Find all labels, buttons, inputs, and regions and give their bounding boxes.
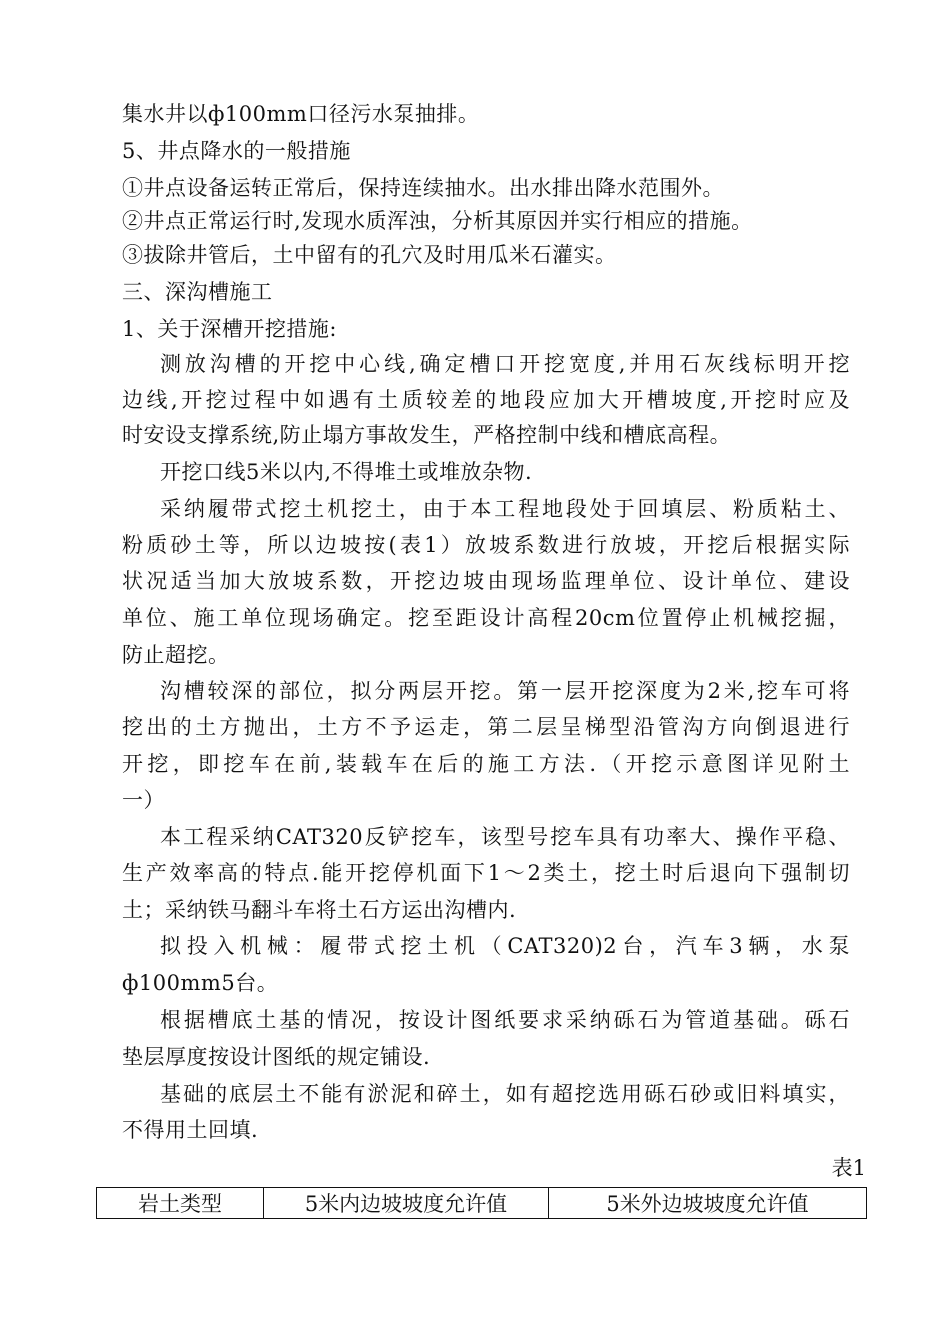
text-line: ①井点设备运转正常后，保持连续抽水。出水排出降水范围外。 xyxy=(122,176,724,200)
text-line: 集水井以ф100mm口径污水泵抽排。 xyxy=(122,102,480,126)
text-line: 状况适当加大放坡系数，开挖边坡由现场监理单位、设计单位、建设 xyxy=(122,569,850,593)
text-line: 开挖口线5米以内,不得堆土或堆放杂物. xyxy=(160,460,533,484)
text-line: 基础的底层土不能有淤泥和碎土，如有超挖选用砾石砂或旧料填实， xyxy=(160,1082,850,1106)
text-line: 不得用土回填. xyxy=(122,1118,259,1142)
text-line: 单位、施工单位现场确定。挖至距设计高程20cm位置停止机械挖掘， xyxy=(122,606,850,630)
section-heading: 1、关于深槽开挖措施: xyxy=(122,317,337,341)
table-header-cell: 5米内边坡坡度允许值 xyxy=(264,1188,549,1219)
text-line: 生产效率高的特点.能开挖停机面下1～2类土，挖土时后退向下强制切 xyxy=(122,861,850,885)
text-line: 垫层厚度按设计图纸的规定铺设. xyxy=(122,1045,431,1069)
table-header-row xyxy=(97,1188,867,1219)
text-line: ф100mm5台。 xyxy=(122,971,279,995)
text-line: 开挖，即挖车在前,装载车在后的施工方法.（开挖示意图详见附土 xyxy=(122,752,850,776)
text-line: 防止超挖。 xyxy=(122,643,230,667)
text-line: 采纳履带式挖土机挖土，由于本工程地段处于回填层、粉质粘土、 xyxy=(160,497,850,521)
text-line: 时安设支撑系统,防止塌方事故发生，严格控制中线和槽底高程。 xyxy=(122,423,732,447)
text-line: 粉质砂土等，所以边坡按(表1）放坡系数进行放坡，开挖后根据实际 xyxy=(122,533,850,557)
table-header-cell: 岩土类型 xyxy=(97,1188,264,1219)
text-line: 沟槽较深的部位，拟分两层开挖。第一层开挖深度为2米,挖车可将 xyxy=(160,679,850,703)
text-line: 挖出的土方抛出，土方不予运走，第二层呈梯型沿管沟方向倒退进行 xyxy=(122,715,850,739)
text-line: 根据槽底土基的情况，按设计图纸要求采纳砾石为管道基础。砾石 xyxy=(160,1008,850,1032)
table-caption: 表1 xyxy=(831,1156,866,1180)
text-line: ②井点正常运行时,发现水质浑浊，分析其原因并实行相应的措施。 xyxy=(122,209,753,233)
text-line: 本工程采纳CAT320反铲挖车，该型号挖车具有功率大、操作平稳、 xyxy=(160,825,850,849)
text-line: 拟投入机械：履带式挖土机（CAT320)2台，汽车3辆，水泵 xyxy=(160,934,850,958)
text-line: 土；采纳铁马翻斗车将土石方运出沟槽内. xyxy=(122,898,517,922)
text-line: ③拔除井管后，土中留有的孔穴及时用瓜米石灌实。 xyxy=(122,243,617,267)
section-heading: 5、井点降水的一般措施 xyxy=(122,139,351,163)
text-line: 边线,开挖过程中如遇有土质较差的地段应加大开槽坡度,开挖时应及 xyxy=(122,388,850,412)
text-line: 一） xyxy=(122,788,165,812)
text-line: 测放沟槽的开挖中心线,确定槽口开挖宽度,并用石灰线标明开挖 xyxy=(160,352,850,376)
table-header-cell: 5米外边坡坡度允许值 xyxy=(549,1188,867,1219)
slope-table xyxy=(96,1187,867,1219)
section-heading: 三、深沟槽施工 xyxy=(122,280,273,304)
